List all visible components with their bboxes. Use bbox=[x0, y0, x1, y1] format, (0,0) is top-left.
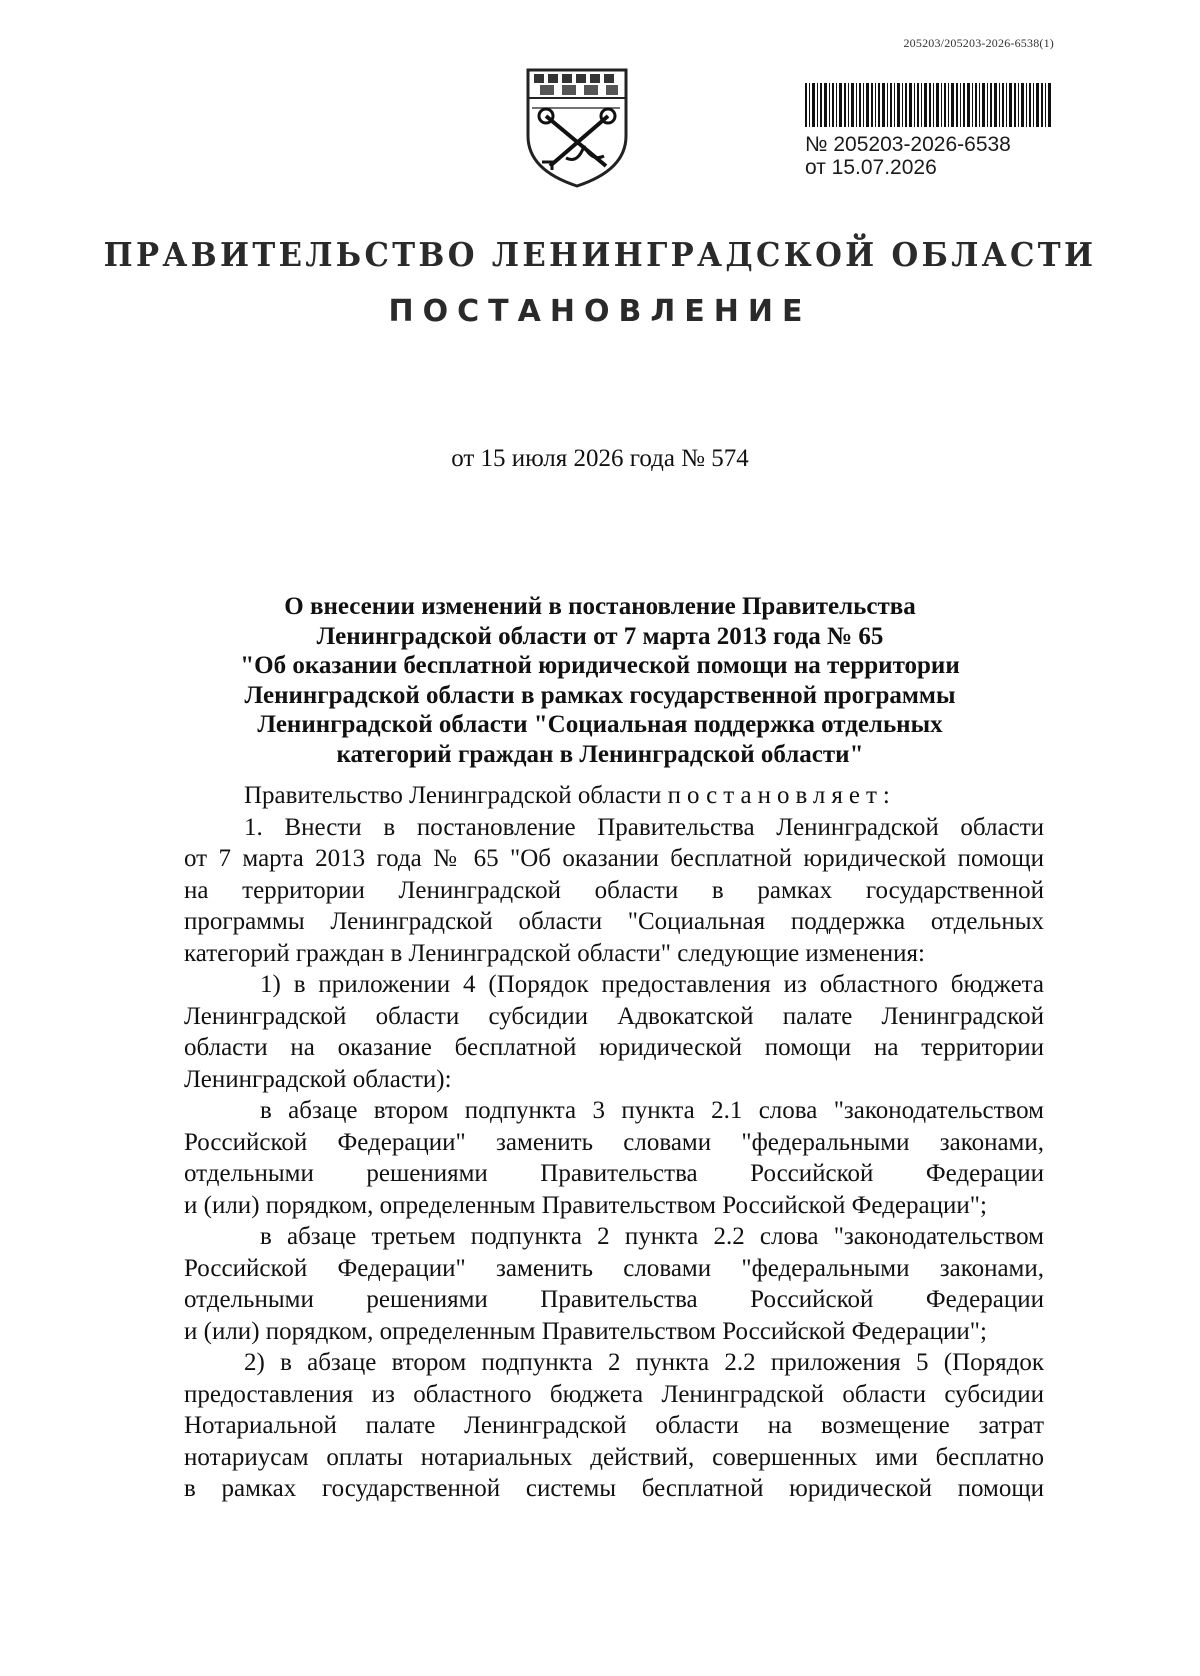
resolution-body bbox=[184, 780, 1044, 1505]
sub2-line: Нотариальной палате Ленинградской области на возмещение затрат bbox=[184, 1412, 1044, 1439]
para-a-line: Российской Федерации" заменить словами "федеральными законами, bbox=[184, 1128, 1044, 1156]
coat-of-arms-icon bbox=[522, 66, 632, 190]
sub2-line: 2) в абзаце втором подпункта 2 пункта 2.2 приложения 5 (Порядок bbox=[244, 1349, 1044, 1376]
intro-prefix: Правительство Ленинградской области bbox=[244, 782, 662, 809]
subject-line: Ленинградской области от 7 марта 2013 года № 65 bbox=[316, 622, 884, 650]
item1-line: категорий граждан в Ленинградской области" следующие изменения: bbox=[184, 939, 925, 967]
para-a-line: в абзаце втором подпункта 3 пункта 2.1 слова "законодательством bbox=[260, 1097, 1044, 1124]
intro-line bbox=[184, 780, 1044, 812]
sub1-line: Ленинградской области): bbox=[184, 1065, 452, 1093]
item1-line: от 7 марта 2013 года № 65 "Об оказании бесплатной юридической помощи bbox=[184, 845, 1044, 872]
sub1-line: 1) в приложении 4 (Порядок предоставления из областного бюджета bbox=[260, 971, 1044, 998]
document-type: ПОСТАНОВЛЕНИЕ bbox=[388, 294, 812, 329]
sub1-line: области на оказание бесплатной юридической помощи на территории bbox=[184, 1034, 1044, 1061]
intro-verb: постановляет: bbox=[667, 782, 896, 809]
item1-line: 1. Внести в постановление Правительства Ленинградской области bbox=[244, 813, 1044, 841]
resolution-date-number: от 15 июля 2026 года № 574 bbox=[451, 445, 749, 472]
sub2-line: нотариусам оплаты нотариальных действий, совершенных ими бесплатно bbox=[184, 1443, 1044, 1471]
subject-line: О внесении изменений в постановление Правительства bbox=[284, 593, 916, 620]
registration-block bbox=[805, 83, 1051, 179]
subject-line: Ленинградской области в рамках государственной программы bbox=[244, 681, 956, 709]
subject-line: Ленинградской области "Социальная поддержка отдельных bbox=[257, 711, 943, 738]
sub2-line: в рамках государственной системы бесплатной юридической помощи bbox=[184, 1475, 1044, 1502]
para-b-line: в абзаце третьем подпункта 2 пункта 2.2 слова "законодательством bbox=[260, 1223, 1044, 1250]
para-b-line: отдельными решениями Правительства Российской Федерации bbox=[184, 1286, 1044, 1313]
sub2-line: предоставления из областного бюджета Ленинградской области субсидии bbox=[184, 1380, 1044, 1408]
sub1-line: Ленинградской области субсидии Адвокатской палате Ленинградской bbox=[184, 1002, 1044, 1030]
subject-line: категорий граждан в Ленинградской области" bbox=[336, 740, 864, 768]
document-reference: 205203/205203-2026-6538(1) bbox=[903, 36, 1054, 50]
subject-line: "Об оказании бесплатной юридической помощи на территории bbox=[240, 652, 960, 679]
para-a-line: и (или) порядком, определенным Правительством Российской Федерации"; bbox=[184, 1191, 987, 1219]
para-b-line: и (или) порядком, определенным Правительством Российской Федерации"; bbox=[184, 1317, 987, 1345]
para-b-line: Российской Федерации" заменить словами "федеральными законами, bbox=[184, 1254, 1044, 1282]
item1-line: на территории Ленинградской области в рамках государственной bbox=[184, 876, 1044, 904]
barcode-icon bbox=[805, 83, 1051, 127]
para-a-line: отдельными решениями Правительства Российской Федерации bbox=[184, 1160, 1044, 1187]
government-title: ПРАВИТЕЛЬСТВО ЛЕНИНГРАДСКОЙ ОБЛАСТИ bbox=[103, 235, 1097, 274]
resolution-subject bbox=[200, 592, 1000, 769]
registration-date: от 15.07.2026 bbox=[805, 156, 937, 179]
item1-line: программы Ленинградской области "Социальная поддержка отдельных bbox=[184, 908, 1044, 935]
registration-number: № 205203-2026-6538 bbox=[805, 133, 1011, 156]
